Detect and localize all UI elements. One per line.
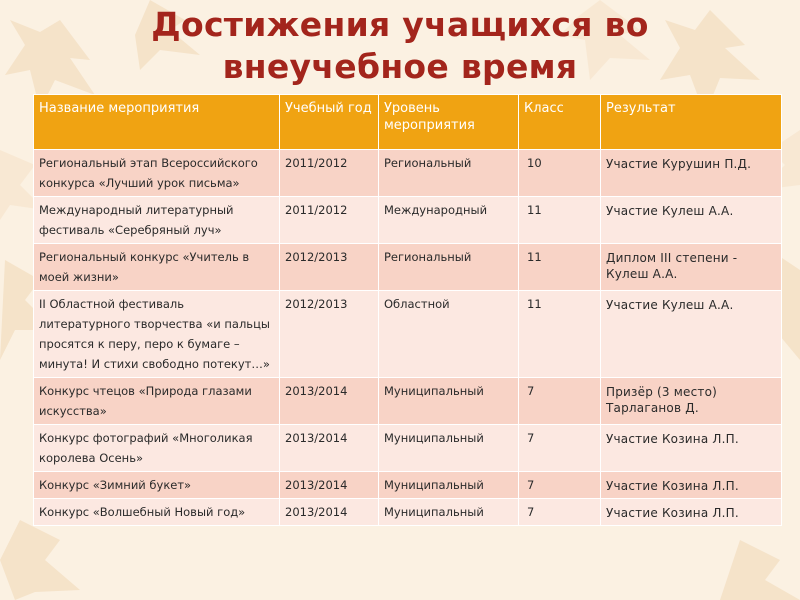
cell-result: Участие Кулеш А.А. [601, 197, 782, 244]
cell-event-level: Международный [379, 197, 519, 244]
cell-school-year: 2013/2014 [280, 499, 379, 526]
cell-event-level: Региональный [379, 244, 519, 291]
header-event-name: Название мероприятия [34, 95, 280, 150]
header-school-year: Учебный год [280, 95, 379, 150]
cell-event-name: Конкурс фотографий «Многоликая королева Осень» [34, 425, 280, 472]
cell-grade: 7 [519, 378, 601, 425]
page-title-line-1: Достижения учащихся во [151, 5, 649, 44]
cell-event-name: Конкурс «Волшебный Новый год» [34, 499, 280, 526]
cell-result: Участие Козина Л.П. [601, 499, 782, 526]
cell-event-level: Областной [379, 291, 519, 378]
cell-event-level: Региональный [379, 150, 519, 197]
header-grade: Класс [519, 95, 601, 150]
page-title-line-2: внеучебное время [222, 47, 578, 86]
table-row [34, 244, 782, 291]
cell-result: Участие Козина Л.П. [601, 472, 782, 499]
cell-result: Участие Козина Л.П. [601, 425, 782, 472]
cell-event-level: Муниципальный [379, 378, 519, 425]
table-row [34, 425, 782, 472]
table-row [34, 291, 782, 378]
cell-event-name: II Областной фестиваль литературного творчества «и пальцы просятся к перу, перо к бумаге – минута! И стихи свободно потекут…» [34, 291, 280, 378]
table-row [34, 472, 782, 499]
cell-grade: 11 [519, 244, 601, 291]
cell-event-name: Региональный конкурс «Учитель в моей жизни» [34, 244, 280, 291]
cell-result: Участие Курушин П.Д. [601, 150, 782, 197]
cell-grade: 7 [519, 425, 601, 472]
cell-result: Диплом III степени - Кулеш А.А. [601, 244, 782, 291]
cell-result: Участие Кулеш А.А. [601, 291, 782, 378]
cell-grade: 10 [519, 150, 601, 197]
cell-event-name: Конкурс «Зимний букет» [34, 472, 280, 499]
cell-school-year: 2012/2013 [280, 291, 379, 378]
cell-event-level: Муниципальный [379, 472, 519, 499]
cell-school-year: 2013/2014 [280, 425, 379, 472]
cell-grade: 7 [519, 499, 601, 526]
table-row [34, 378, 782, 425]
achievements-table [33, 94, 782, 526]
cell-school-year: 2011/2012 [280, 197, 379, 244]
cell-grade: 11 [519, 197, 601, 244]
cell-school-year: 2013/2014 [280, 378, 379, 425]
cell-event-name: Региональный этап Всероссийского конкурса «Лучший урок письма» [34, 150, 280, 197]
cell-event-name: Международный литературный фестиваль «Серебряный луч» [34, 197, 280, 244]
header-result: Результат [601, 95, 782, 150]
cell-school-year: 2012/2013 [280, 244, 379, 291]
cell-event-level: Муниципальный [379, 499, 519, 526]
page-title [0, 4, 800, 88]
cell-school-year: 2011/2012 [280, 150, 379, 197]
table-row [34, 499, 782, 526]
table-row [34, 197, 782, 244]
cell-grade: 11 [519, 291, 601, 378]
cell-event-name: Конкурс чтецов «Природа глазами искусства» [34, 378, 280, 425]
cell-result: Призёр (3 место) Тарлаганов Д. [601, 378, 782, 425]
header-event-level: Уровень мероприятия [379, 95, 519, 150]
table-row [34, 150, 782, 197]
table-header-row [34, 95, 782, 150]
cell-school-year: 2013/2014 [280, 472, 379, 499]
cell-grade: 7 [519, 472, 601, 499]
cell-event-level: Муниципальный [379, 425, 519, 472]
